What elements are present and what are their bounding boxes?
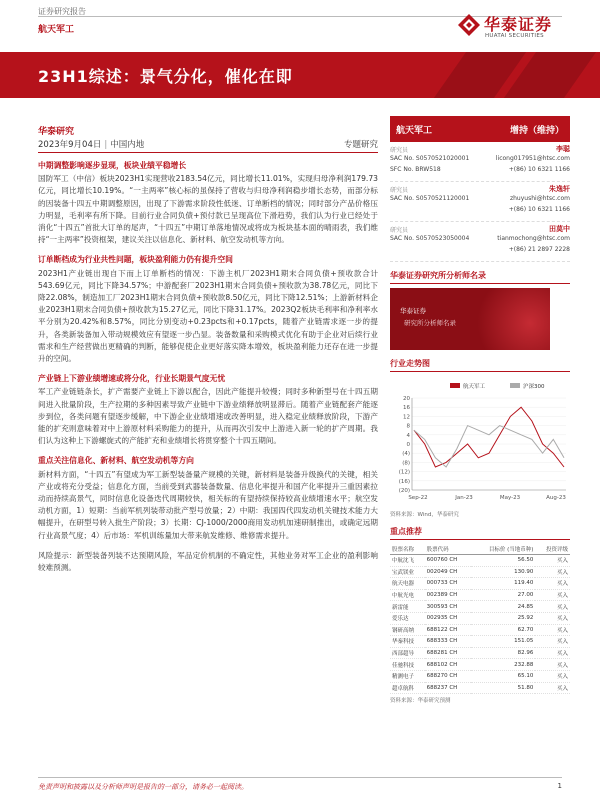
table-cell: 65.10 bbox=[471, 670, 536, 682]
table-cell: 买入 bbox=[535, 589, 570, 601]
report-date: 2023年9月04日 bbox=[38, 140, 102, 150]
table-cell: 超卓航科 bbox=[390, 682, 425, 694]
table-cell: 宝武镁业 bbox=[390, 566, 425, 578]
table-row bbox=[390, 601, 570, 613]
table-cell: 688270 CH bbox=[425, 670, 471, 682]
analyst-phone: +(86) 21 2897 2228 bbox=[508, 246, 570, 253]
table-cell: 600760 CH bbox=[425, 555, 471, 567]
table-cell: 买入 bbox=[535, 647, 570, 659]
footer bbox=[38, 782, 562, 792]
table-cell: 精测电子 bbox=[390, 670, 425, 682]
table-cell: 买入 bbox=[535, 682, 570, 694]
table-cell: 24.85 bbox=[471, 601, 536, 613]
table-cell: 买入 bbox=[535, 624, 570, 636]
section-heading: 重点关注信息化、新材料、航空发动机等方向 bbox=[38, 456, 194, 466]
table-row bbox=[390, 612, 570, 624]
table-cell: 航天电器 bbox=[390, 578, 425, 590]
analyst-role: 研究员 bbox=[390, 227, 409, 234]
legend-label: 沪深300 bbox=[523, 384, 545, 390]
y-tick-label: 16 bbox=[403, 405, 410, 412]
table-cell: 688333 CH bbox=[425, 636, 471, 648]
table-cell: 买入 bbox=[535, 578, 570, 590]
recommend-heading: 重点推荐 bbox=[390, 526, 570, 540]
rating-value: 增持（维持） bbox=[509, 126, 564, 136]
table-cell: 62.70 bbox=[471, 624, 536, 636]
table-row bbox=[390, 555, 570, 567]
logo-name: 华泰证券 bbox=[484, 15, 553, 34]
col-header: 目标价 (当地币种) bbox=[471, 544, 536, 555]
table-cell: 买入 bbox=[535, 659, 570, 671]
page-number: 1 bbox=[557, 782, 562, 790]
logo bbox=[458, 12, 568, 48]
table-row bbox=[390, 636, 570, 648]
table-cell: 56.50 bbox=[471, 555, 536, 567]
table-cell: 688102 CH bbox=[425, 659, 471, 671]
section-body: 2023H1产业链出现自下而上订单断档的情况：下游主机厂2023H1期末合同负债+预收款合计543.69亿元，同比下降34.57%；中游配套厂2023H1期末合同负债+预收款为38.78亿元，同比下降22.08%，制造加工厂2023H1期末合同负债+预收款8.50亿元，同比下降12.51%；上游新材料企业2023H1期末合同负债+预收款为15.27亿元，同比下降31.17%。2023Q2板块毛利率和净利率水平分别为20.42%和8.57%，同比分别变动+0.23pcts和+0.17pcts，随着产业链需求逐一步的提升，各类新装备加入带动规模效应有望逐一步凸显。装备数量和采购模式优化有助于企业对后续行业需求和生产经营做出更精确的判断，能够促使企业更好落实降本增效，板块盈利能力还存在进一步提升的空间。 bbox=[38, 268, 378, 364]
analyst-email[interactable]: licong017951@htsc.com bbox=[495, 155, 570, 162]
table-cell: 27.00 bbox=[471, 589, 536, 601]
y-tick-label: (12) bbox=[398, 469, 410, 476]
table-source: 资料来源：华泰研究预测 bbox=[390, 698, 451, 705]
table-row bbox=[390, 647, 570, 659]
series-line bbox=[414, 426, 564, 467]
banner-glow bbox=[470, 288, 550, 350]
table-cell: 25.92 bbox=[471, 612, 536, 624]
analyst-name: 李聪 bbox=[556, 145, 570, 153]
analyst-name: 田莫中 bbox=[549, 225, 570, 233]
legend-label: 航天军工 bbox=[463, 384, 486, 390]
table-cell: 688281 CH bbox=[425, 647, 471, 659]
table-cell: 买入 bbox=[535, 612, 570, 624]
x-tick-label: Jan-23 bbox=[455, 495, 473, 501]
y-tick-label: 8 bbox=[406, 423, 410, 430]
y-tick-label: 12 bbox=[403, 414, 410, 421]
table-cell: 002935 CH bbox=[425, 612, 471, 624]
section-heading: 产业链上下游业绩增速或将分化，行业长期景气度无忧 bbox=[38, 374, 226, 384]
rating-sector: 航天军工 bbox=[396, 126, 433, 136]
analyst-phone: +(86) 10 6321 1166 bbox=[508, 206, 570, 213]
recommend-table bbox=[390, 544, 570, 694]
legend-swatch bbox=[510, 383, 520, 388]
banner-line-2: 研究所分析师名录 bbox=[404, 319, 456, 327]
table-cell: 佳驰科技 bbox=[390, 659, 425, 671]
chart-heading: 行业走势图 bbox=[390, 358, 570, 372]
table-cell: 82.96 bbox=[471, 647, 536, 659]
col-header: 投资评级 bbox=[535, 544, 570, 555]
analyst-email[interactable]: tianmochong@htsc.com bbox=[497, 235, 570, 242]
table-cell: 002389 CH bbox=[425, 589, 471, 601]
section-heading: 中期调整影响逐步显现，板块业绩平稳增长 bbox=[38, 161, 187, 170]
logo-en: HUATAI SECURITIES bbox=[485, 33, 544, 39]
summary-column bbox=[38, 160, 378, 574]
trend-chart-svg bbox=[390, 378, 570, 508]
section-body: 军工产业链链条长，扩产需要产业链上下游以配合，因此产能提升较慢；同时多种新型号在十四五期间进入批量阶段，生产拉期的多种因素导致产业链中下游业绩释放明显滞后。随着产业链配套产能逐步到位，各类问题有望逐步缓解，中下游企业业绩增速或改善明显，进入稳定业绩释放阶段，下游产能的扩充则意味着对中上游原材料采购能力的提升，从而再次引发中上游进入新一轮的扩产周期。我们认为这种上下游螺旋式的产能扩充和业绩增长将贯穿整个十四五期间。 bbox=[38, 387, 378, 446]
table-cell: 688237 CH bbox=[425, 682, 471, 694]
analyst-directory-banner[interactable] bbox=[390, 288, 550, 350]
x-tick-label: Aug-23 bbox=[546, 495, 566, 501]
sector-tag: 航天军工 bbox=[38, 25, 75, 35]
y-tick-label: 20 bbox=[403, 396, 410, 402]
table-cell: 002049 CH bbox=[425, 566, 471, 578]
report-type: 专题研究 bbox=[343, 140, 378, 150]
chart-source: 资料来源：Wind，华泰研究 bbox=[390, 512, 459, 518]
y-tick-label: (16) bbox=[398, 478, 410, 485]
date-rule bbox=[38, 152, 378, 153]
footer-rule bbox=[38, 777, 562, 778]
col-header: 股票名称 bbox=[390, 544, 425, 555]
disclaimer: 免责声明和披露以及分析师声明是报告的一部分，请务必一起阅读。 bbox=[38, 783, 248, 791]
logo-mark-icon bbox=[458, 14, 480, 36]
report-title: 23H1综述：景气分化，催化在即 bbox=[38, 67, 293, 86]
table-cell: 爱乐达 bbox=[390, 612, 425, 624]
analyst-email[interactable]: zhuyushi@htsc.com bbox=[509, 195, 570, 202]
x-tick-label: Sep-22 bbox=[408, 495, 428, 501]
analyst-directory-heading: 华泰证券研究所分析师名录 bbox=[390, 270, 570, 284]
table-row bbox=[390, 670, 570, 682]
y-tick-label: (20) bbox=[398, 488, 410, 494]
analyst-role: 研究员 bbox=[390, 147, 409, 154]
analyst-role: 研究员 bbox=[390, 187, 409, 194]
table-cell: 中航光电 bbox=[390, 589, 425, 601]
table-cell: 232.88 bbox=[471, 659, 536, 671]
legend-swatch bbox=[450, 383, 460, 388]
y-tick-label: (4) bbox=[402, 451, 410, 458]
sidebar bbox=[390, 116, 570, 704]
table-cell: 300593 CH bbox=[425, 601, 471, 613]
table-cell: 华秦科技 bbox=[390, 636, 425, 648]
table-row bbox=[390, 566, 570, 578]
table-cell: 新雷能 bbox=[390, 601, 425, 613]
rating-bar bbox=[390, 116, 570, 142]
analyst-phone: +(86) 10 6321 1166 bbox=[508, 166, 570, 173]
y-tick-label: 0 bbox=[406, 442, 410, 448]
table-cell: 买入 bbox=[535, 555, 570, 567]
table-row bbox=[390, 578, 570, 590]
section-heading: 订单断档成为行业共性问题，板块盈利能力仍有提升空间 bbox=[38, 255, 233, 265]
y-tick-label: (8) bbox=[402, 460, 410, 467]
research-brand: 华泰研究 bbox=[38, 127, 75, 137]
analyst-card bbox=[390, 182, 570, 222]
table-cell: 西部超导 bbox=[390, 647, 425, 659]
table-cell: 买入 bbox=[535, 636, 570, 648]
table-row bbox=[390, 589, 570, 601]
col-header: 股票代码 bbox=[425, 544, 471, 555]
analyst-sac: SAC No. S0570523050004 bbox=[390, 235, 470, 242]
analyst-sac: SAC No. S0570521020001 bbox=[390, 155, 470, 162]
table-header-row bbox=[390, 544, 570, 555]
table-cell: 买入 bbox=[535, 670, 570, 682]
table-cell: 买入 bbox=[535, 601, 570, 613]
x-tick-label: May-23 bbox=[499, 495, 521, 501]
table-cell: 买入 bbox=[535, 566, 570, 578]
analyst-sac: SAC No. S0570521120001 bbox=[390, 195, 470, 202]
table-cell: 130.90 bbox=[471, 566, 536, 578]
title-banner bbox=[0, 52, 600, 98]
analyst-card bbox=[390, 142, 570, 182]
dateline: 2023年9月04日 | 中国内地 专题研究 bbox=[38, 140, 378, 150]
analyst-name: 朱逸轩 bbox=[549, 185, 570, 193]
table-cell: 中航沈飞 bbox=[390, 555, 425, 567]
industry-trend-chart bbox=[390, 378, 570, 508]
table-row bbox=[390, 659, 570, 671]
table-cell: 688122 CH bbox=[425, 624, 471, 636]
report-region: 中国内地 bbox=[110, 140, 145, 150]
table-row bbox=[390, 624, 570, 636]
y-tick-label: 4 bbox=[406, 432, 410, 439]
risk-warning: 风险提示：新型装备列装不达预期风险，军品定价机制的不确定性，其他业务对军工企业的盈利影响较难预测。 bbox=[38, 550, 378, 573]
table-row bbox=[390, 682, 570, 694]
section-body: 国防军工（中信）板块2023H1实现营收2183.54亿元，同比增长11.01%，实现归母净利润179.73亿元，同比增长10.19%。“一主两率”核心标的虽保持了营收与归母净利润稳步增长态势，而部分标的因装备十四五中期调整原因，出现了下游需求阶段性低迷、订单断档的情况；同时部分产品价格压力明显，毛利率有所下降。目前行业合同负债+预付款已呈现高位下滑趋势，我们认为行业已经处于消化“十四五”首批大订单的尾声，“十四五”中期订单落地情况或将成为板块基本面的晴雨表，我们维持“一主两率”投资框架，建议关注以信息化、新材料、航空发动机等方向。 bbox=[38, 174, 378, 245]
section-body: 新材料方面，“十四五”有望成为军工新型装备量产规模的关键，新材料是装备升级换代的关键，相关产业或将充分受益；信息化方面，当前受到武器装备数量、信息化率提升和国产化率提升三重因素拉动而持续高景气，同时信息化设备迭代周期较快，相关标的有望持续保持较高业绩增速水平；航空发动机方面，1）短期：当前军机列装带动批产型号放量；2）中期：我国四代四发动机关键技术能力大幅提升，在研型号转入批生产阶段；3）长期：CJ-1000/2000商用发动机加速研制推出，或确定远期行业高景气度；4）后市场：军机训练量加大带来航发维修、维修需求提升。 bbox=[38, 469, 378, 540]
analyst-card bbox=[390, 222, 570, 262]
table-cell: 51.80 bbox=[471, 682, 536, 694]
table-cell: 钢研高纳 bbox=[390, 624, 425, 636]
analyst-sfc: SFC No. BRW518 bbox=[390, 166, 441, 173]
table-cell: 151.05 bbox=[471, 636, 536, 648]
doc-type-label: 证券研究报告 bbox=[38, 7, 86, 16]
banner-line-1: 华泰证券 bbox=[400, 307, 426, 315]
table-cell: 119.40 bbox=[471, 578, 536, 590]
table-cell: 000733 CH bbox=[425, 578, 471, 590]
